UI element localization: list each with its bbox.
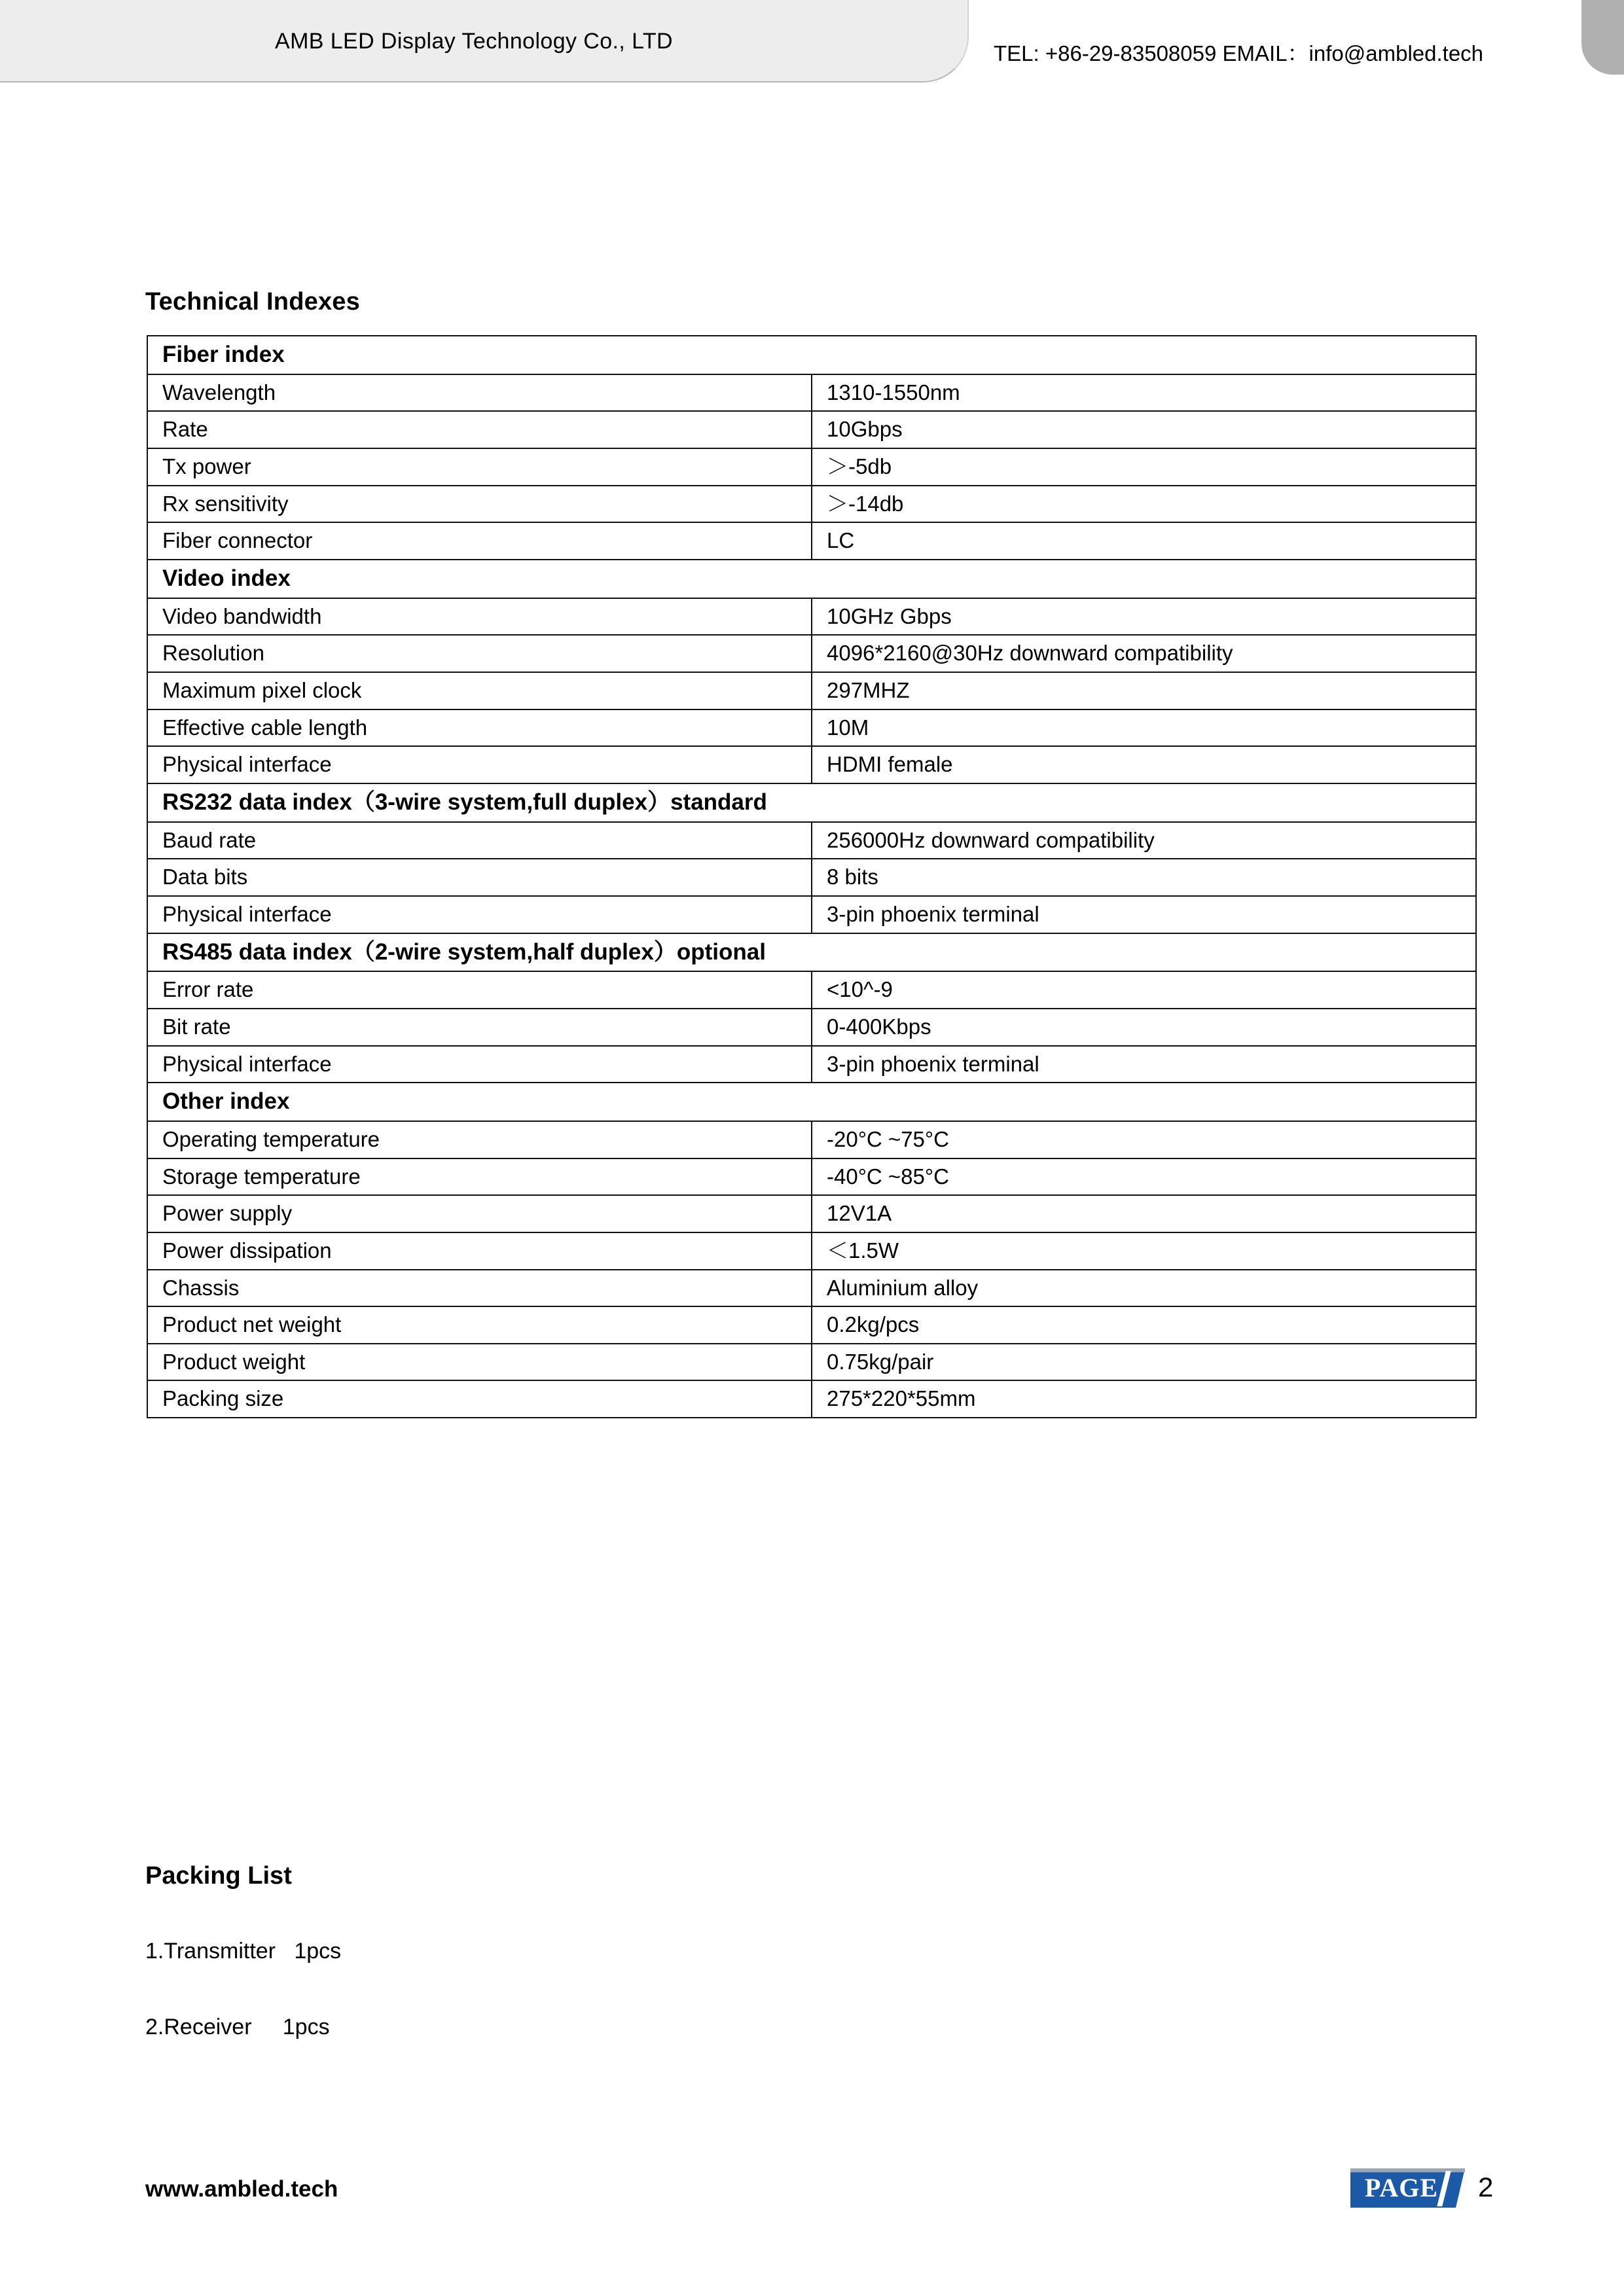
table-cell-value: 275*220*55mm — [812, 1380, 1476, 1418]
table-row — [147, 448, 1476, 486]
table-cell-value: 12V1A — [812, 1195, 1476, 1232]
packing-list-item: 2.Receiver 1pcs — [145, 2015, 330, 2039]
packing-list-item: 1.Transmitter 1pcs — [145, 1939, 342, 1964]
table-row — [147, 672, 1476, 709]
table-cell-label: Rx sensitivity — [147, 486, 812, 523]
table-row — [147, 1232, 1476, 1270]
table-cell-value: 3-pin phoenix terminal — [812, 896, 1476, 933]
table-row — [147, 822, 1476, 859]
table-row — [147, 1344, 1476, 1381]
page-number: 2 — [1478, 2172, 1494, 2202]
table-section-label: RS485 data index（2-wire system,half duplex）optional — [147, 933, 1476, 972]
page-footer — [0, 2160, 1624, 2238]
table-cell-label: Video bandwidth — [147, 598, 812, 636]
table-section-label: RS232 data index（3-wire system,full duplex）standard — [147, 783, 1476, 822]
table-row — [147, 1121, 1476, 1158]
table-section-row — [147, 1083, 1476, 1121]
table-cell-label: Rate — [147, 411, 812, 448]
table-cell-value: 10GHz Gbps — [812, 598, 1476, 636]
table-cell-label: Baud rate — [147, 822, 812, 859]
table-cell-label: Bit rate — [147, 1009, 812, 1046]
table-cell-value: LC — [812, 522, 1476, 560]
table-row — [147, 1009, 1476, 1046]
table-cell-label: Physical interface — [147, 746, 812, 783]
technical-indexes-heading: Technical Indexes — [145, 288, 360, 315]
table-cell-value: 4096*2160@30Hz downward compatibility — [812, 635, 1476, 672]
table-cell-value: Aluminium alloy — [812, 1270, 1476, 1307]
table-cell-value: -20°C ~75°C — [812, 1121, 1476, 1158]
table-cell-label: Fiber connector — [147, 522, 812, 560]
table-section-label: Video index — [147, 560, 1476, 598]
table-section-row — [147, 336, 1476, 374]
table-row — [147, 635, 1476, 672]
table-row — [147, 859, 1476, 896]
table-cell-label: Packing size — [147, 1380, 812, 1418]
table-cell-label: Power supply — [147, 1195, 812, 1232]
table-cell-label: Physical interface — [147, 896, 812, 933]
page-header — [0, 0, 1624, 111]
table-cell-value: 3-pin phoenix terminal — [812, 1046, 1476, 1083]
table-cell-label: Resolution — [147, 635, 812, 672]
table-cell-value: 1310-1550nm — [812, 374, 1476, 412]
table-cell-label: Operating temperature — [147, 1121, 812, 1158]
table-cell-label: Error rate — [147, 971, 812, 1009]
table-cell-value: ＜1.5W — [812, 1232, 1476, 1270]
table-row — [147, 1270, 1476, 1307]
table-row — [147, 971, 1476, 1009]
table-cell-value: 10M — [812, 709, 1476, 747]
packing-list-heading: Packing List — [145, 1862, 292, 1890]
table-row — [147, 522, 1476, 560]
table-cell-value: HDMI female — [812, 746, 1476, 783]
table-row — [147, 598, 1476, 636]
table-row — [147, 1380, 1476, 1418]
table-row — [147, 1195, 1476, 1232]
table-cell-value: ＞-5db — [812, 448, 1476, 486]
table-cell-label: Tx power — [147, 448, 812, 486]
table-row — [147, 486, 1476, 523]
table-cell-value: 256000Hz downward compatibility — [812, 822, 1476, 859]
table-section-label: Fiber index — [147, 336, 1476, 374]
technical-specifications-table — [147, 335, 1477, 1418]
table-row — [147, 746, 1476, 783]
table-cell-label: Physical interface — [147, 1046, 812, 1083]
table-row — [147, 709, 1476, 747]
table-cell-label: Power dissipation — [147, 1232, 812, 1270]
table-cell-value: 8 bits — [812, 859, 1476, 896]
table-cell-value: 0-400Kbps — [812, 1009, 1476, 1046]
table-cell-label: Chassis — [147, 1270, 812, 1307]
table-cell-value: 0.75kg/pair — [812, 1344, 1476, 1381]
table-cell-label: Data bits — [147, 859, 812, 896]
header-contact-info: TEL: +86-29-83508059 EMAIL：info@ambled.tech — [994, 41, 1484, 65]
header-company-name: AMB LED Display Technology Co., LTD — [275, 29, 673, 54]
table-row — [147, 1158, 1476, 1196]
table-row — [147, 896, 1476, 933]
table-cell-label: Product weight — [147, 1344, 812, 1381]
table-section-row — [147, 560, 1476, 598]
table-row — [147, 411, 1476, 448]
table-cell-value: ＞-14db — [812, 486, 1476, 523]
page-badge — [1350, 2168, 1465, 2208]
table-cell-label: Maximum pixel clock — [147, 672, 812, 709]
table-cell-label: Effective cable length — [147, 709, 812, 747]
table-section-label: Other index — [147, 1083, 1476, 1121]
spec-table-body — [147, 336, 1476, 1418]
footer-website-text: www.ambled.tech — [145, 2176, 338, 2202]
table-cell-value: 0.2kg/pcs — [812, 1306, 1476, 1344]
table-row — [147, 1046, 1476, 1083]
table-row — [147, 1306, 1476, 1344]
page-badge-label: PAGE — [1364, 2173, 1439, 2202]
table-cell-value: -40°C ~85°C — [812, 1158, 1476, 1196]
table-cell-label: Product net weight — [147, 1306, 812, 1344]
table-cell-value: 297MHZ — [812, 672, 1476, 709]
header-right-tab-shape — [1581, 0, 1624, 75]
table-cell-label: Wavelength — [147, 374, 812, 412]
table-cell-label: Storage temperature — [147, 1158, 812, 1196]
table-section-row — [147, 933, 1476, 972]
table-row — [147, 374, 1476, 412]
table-cell-value: <10^-9 — [812, 971, 1476, 1009]
table-section-row — [147, 783, 1476, 822]
table-cell-value: 10Gbps — [812, 411, 1476, 448]
